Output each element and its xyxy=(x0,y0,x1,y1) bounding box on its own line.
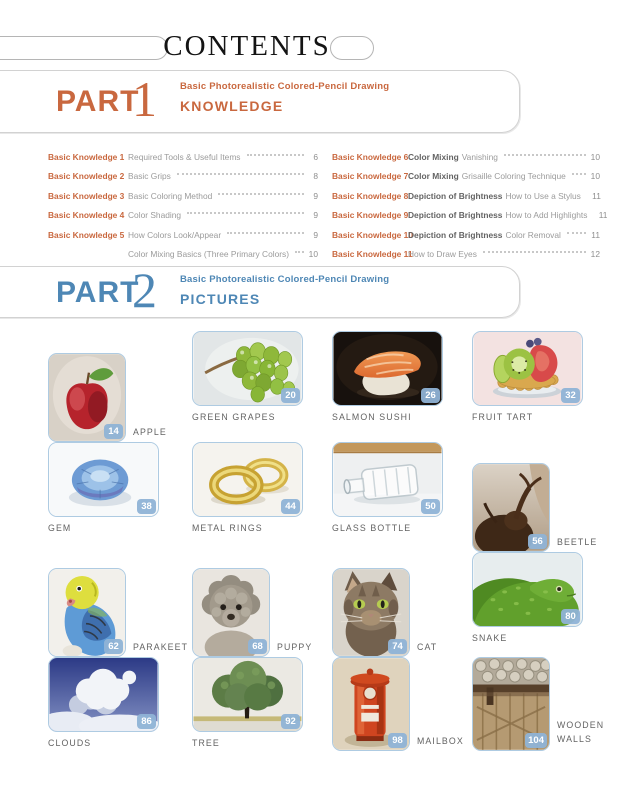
grid-item-fruit-tart xyxy=(472,331,608,442)
dot-leader xyxy=(295,251,304,253)
item-caption: BEETLE xyxy=(557,537,598,547)
page-number: 6 xyxy=(313,151,318,162)
tree-image xyxy=(192,657,303,732)
page-badge: 86 xyxy=(137,714,156,730)
grid-item-wooden-walls xyxy=(472,657,608,751)
dot-leader xyxy=(504,154,586,156)
part1-subtitle: Basic Photorealistic Colored-Pencil Drawing xyxy=(180,81,390,92)
item-caption: GEM xyxy=(48,523,72,533)
entry-bold: Color Mixing xyxy=(408,151,459,162)
entry-bold: Depiction of Brightness xyxy=(408,229,503,240)
page-badge: 104 xyxy=(525,733,547,749)
grid-item-mailbox xyxy=(332,657,472,751)
toc-entry xyxy=(48,147,318,167)
item-caption: TREE xyxy=(192,738,220,748)
toc-entry xyxy=(332,245,600,265)
page-badge: 32 xyxy=(561,388,580,404)
entry-title: Color Mixing Basics (Three Primary Colors) xyxy=(128,249,290,260)
green-grapes-image xyxy=(192,331,303,406)
page-number: 11 xyxy=(598,210,608,221)
toc-entry xyxy=(332,225,600,245)
knowledge-label: Basic Knowledge 1 xyxy=(48,151,125,162)
toc-entry xyxy=(48,245,318,265)
part1-number: 1 xyxy=(132,71,157,127)
grid-item-tree xyxy=(192,657,332,751)
page-number: 10 xyxy=(590,151,600,162)
page-badge: 92 xyxy=(281,714,300,730)
entry-title: How Colors Look/Appear xyxy=(128,229,222,240)
knowledge-label: Basic Knowledge 2 xyxy=(48,171,125,182)
entry-title: Basic Coloring Method xyxy=(128,190,213,201)
item-caption: CAT xyxy=(417,642,438,652)
page-title: CONTENTS xyxy=(163,30,331,62)
page-badge: 62 xyxy=(104,639,123,655)
dot-leader xyxy=(218,193,304,195)
dot-leader xyxy=(572,173,586,175)
entry-title: Basic Grips xyxy=(128,171,171,182)
toc-entry xyxy=(48,206,318,226)
part1-title: KNOWLEDGE xyxy=(180,98,284,114)
page-number: 10 xyxy=(308,249,318,260)
dot-leader xyxy=(567,232,586,234)
knowledge-label: Basic Knowledge 7 xyxy=(332,171,409,182)
entry-title: Grisaille Coloring Technique xyxy=(461,171,566,182)
grid-item-glass-bottle xyxy=(332,442,472,552)
clouds-image xyxy=(48,657,159,732)
knowledge-label: Basic Knowledge 9 xyxy=(332,210,409,221)
part2-subtitle: Basic Photorealistic Colored-Pencil Drawing xyxy=(180,274,390,285)
grid-item-gem xyxy=(48,442,192,552)
page-badge: 68 xyxy=(248,639,267,655)
item-caption: PARAKEET xyxy=(133,642,189,652)
apple-image xyxy=(48,353,126,442)
grid-item-cat xyxy=(332,552,472,657)
wooden-walls-image xyxy=(472,657,550,751)
beetle-image xyxy=(472,463,550,552)
page-number: 8 xyxy=(313,171,318,182)
entry-title: How to Add Highlights xyxy=(505,210,588,221)
toc-entry xyxy=(48,186,318,206)
fruit-tart-image xyxy=(472,331,583,406)
knowledge-label: Basic Knowledge 4 xyxy=(48,210,125,221)
salmon-sushi-image xyxy=(332,331,443,406)
toc-entry xyxy=(332,206,608,226)
grid-item-apple xyxy=(48,331,192,442)
snake-image xyxy=(472,552,583,627)
page-badge: 74 xyxy=(388,639,407,655)
table-of-contents xyxy=(48,147,608,264)
toc-entry xyxy=(332,147,600,167)
entry-bold: Depiction of Brightness xyxy=(408,190,503,201)
entry-title: Vanishing xyxy=(461,151,498,162)
parakeet-image xyxy=(48,568,126,657)
grid-item-salmon-sushi xyxy=(332,331,472,442)
page-badge: 50 xyxy=(421,499,440,515)
part1-label: PART xyxy=(56,85,140,118)
page-number: 9 xyxy=(313,190,318,201)
dot-leader xyxy=(247,154,305,156)
glass-bottle-image xyxy=(332,442,443,517)
item-caption: MAILBOX xyxy=(417,736,464,746)
entry-bold: Color Mixing xyxy=(408,171,459,182)
picture-grid xyxy=(48,331,608,751)
page-number: 9 xyxy=(313,229,318,240)
grid-item-beetle xyxy=(472,442,608,552)
page-number: 12 xyxy=(590,249,600,260)
page-badge: 38 xyxy=(137,499,156,515)
part2-label: PART xyxy=(56,276,140,309)
grid-item-puppy xyxy=(192,552,332,657)
page-badge: 44 xyxy=(281,499,300,515)
part2-title: PICTURES xyxy=(180,291,261,307)
grid-item-snake xyxy=(472,552,608,657)
dot-leader xyxy=(483,251,586,253)
dot-leader xyxy=(187,212,304,214)
item-caption: SALMON SUSHI xyxy=(332,412,412,422)
toc-entry xyxy=(332,186,600,206)
page-badge: 14 xyxy=(104,424,123,440)
item-caption: GLASS BOTTLE xyxy=(332,523,412,533)
page-number: 11 xyxy=(592,190,601,201)
knowledge-label: Basic Knowledge 6 xyxy=(332,151,409,162)
knowledge-label: Basic Knowledge 8 xyxy=(332,190,409,201)
item-caption: APPLE xyxy=(133,427,167,437)
page-number: 9 xyxy=(313,210,318,221)
grid-item-parakeet xyxy=(48,552,192,657)
metal-rings-image xyxy=(192,442,303,517)
mailbox-image xyxy=(332,657,410,751)
item-caption: WOODEN WALLS xyxy=(557,719,605,744)
knowledge-label: Basic Knowledge 10 xyxy=(332,229,413,240)
toc-entry xyxy=(48,167,318,187)
dot-leader xyxy=(227,232,304,234)
knowledge-label: Basic Knowledge 11 xyxy=(332,249,413,260)
entry-title: How to Use a Stylus xyxy=(505,190,581,201)
toc-right-column xyxy=(332,147,608,264)
page-number: 10 xyxy=(590,171,600,182)
grid-item-clouds xyxy=(48,657,192,751)
puppy-image xyxy=(192,568,270,657)
page-badge: 98 xyxy=(388,733,407,749)
knowledge-label: Basic Knowledge 3 xyxy=(48,190,125,201)
entry-title: Required Tools & Useful Items xyxy=(128,151,241,162)
entry-title: Color Removal xyxy=(505,229,561,240)
entry-title: Color Shading xyxy=(128,210,182,221)
item-caption: FRUIT TART xyxy=(472,412,534,422)
toc-entry xyxy=(48,225,318,245)
page-badge: 26 xyxy=(421,388,440,404)
entry-bold: Depiction of Brightness xyxy=(408,210,503,221)
item-caption: GREEN GRAPES xyxy=(192,412,276,422)
grid-item-green-grapes xyxy=(192,331,332,442)
page-badge: 20 xyxy=(281,388,300,404)
cat-image xyxy=(332,568,410,657)
page-number: 11 xyxy=(591,229,600,240)
part2-number: 2 xyxy=(132,262,157,318)
entry-title: How to Draw Eyes xyxy=(408,249,477,260)
dot-leader xyxy=(177,173,304,175)
page-badge: 56 xyxy=(528,534,547,550)
page-badge: 80 xyxy=(561,609,580,625)
item-caption: CLOUDS xyxy=(48,738,92,748)
item-caption: SNAKE xyxy=(472,633,508,643)
grid-item-metal-rings xyxy=(192,442,332,552)
toc-left-column xyxy=(48,147,318,264)
item-caption: PUPPY xyxy=(277,642,313,652)
toc-entry xyxy=(332,167,600,187)
item-caption: METAL RINGS xyxy=(192,523,263,533)
knowledge-label: Basic Knowledge 5 xyxy=(48,229,125,240)
gem-image xyxy=(48,442,159,517)
